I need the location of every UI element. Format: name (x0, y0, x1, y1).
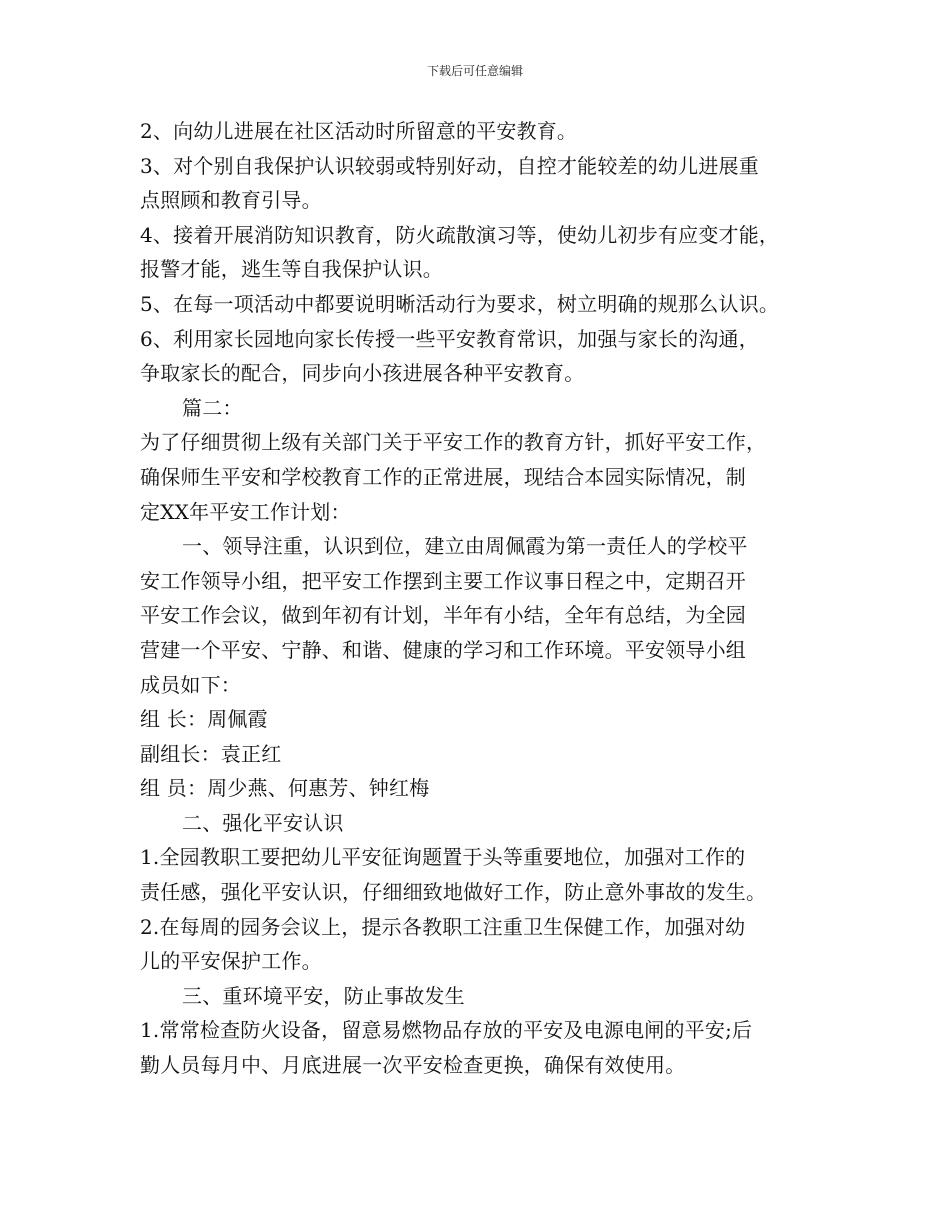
text-line: 点照顾和教育引导。 (140, 188, 322, 213)
text-line: 3、对个别自我保护认识较弱或特别好动，自控才能较差的幼儿进展重 (140, 153, 759, 178)
text-line: 一、领导注重，认识到位，建立由周佩霞为第一责任人的学校平 (182, 534, 748, 559)
text-line: 责任感，强化平安认识，仔细细致地做好工作，防止意外事故的发生。 (140, 880, 767, 905)
text-line: 成员如下： (140, 672, 241, 697)
section-heading: 二、强化平安认识 (182, 810, 344, 835)
member-line: 组 员：周少燕、何惠芳、钟红梅 (140, 776, 430, 801)
text-line: 勤人员每月中、月底进展一次平安检查更换，确保有效使用。 (140, 1053, 686, 1078)
text-line: 报警才能，逃生等自我保护认识。 (140, 257, 443, 282)
text-line: 定XX年平安工作计划： (140, 499, 351, 524)
section-heading: 三、重环境平安，防止事故发生 (182, 983, 465, 1008)
text-line: 营建一个平安、宁静、和谐、健康的学习和工作环境。平安领导小组 (140, 637, 746, 662)
text-line: 安工作领导小组，把平安工作摆到主要工作议事日程之中，定期召开 (140, 568, 746, 593)
text-line: 6、利用家长园地向家长传授一些平安教育常识，加强与家长的沟通， (140, 326, 759, 351)
text-line: 4、接着开展消防知识教育，防火疏散演习等，使幼儿初步有应变才能， (140, 222, 780, 247)
text-line: 平安工作会议，做到年初有计划，半年有小结，全年有总结，为全园 (140, 603, 746, 628)
document-body (140, 114, 830, 1083)
page-header: 下载后可任意编辑 (426, 64, 523, 78)
member-line: 副组长：袁正红 (140, 741, 282, 766)
text-line: 1.全园教职工要把幼儿平安征询题置于头等重要地位，加强对工作的 (140, 845, 746, 870)
text-line: 儿的平安保护工作。 (140, 949, 322, 974)
text-line: 5、在每一项活动中都要说明晰活动行为要求，树立明确的规那么认识。 (140, 291, 780, 316)
text-line: 1.常常检查防火设备，留意易燃物品存放的平安及电源电闸的平安;后 (140, 1018, 753, 1043)
text-line: 2.在每周的园务会议上，提示各教职工注重卫生保健工作，加强对幼 (140, 914, 746, 939)
section-heading: 篇二： (182, 395, 243, 420)
text-line: 为了仔细贯彻上级有关部门关于平安工作的教育方针，抓好平安工作， (140, 430, 767, 455)
member-line: 组 长：周佩霞 (140, 707, 268, 732)
text-line: 确保师生平安和学校教育工作的正常进展，现结合本园实际情况，制 (140, 464, 746, 489)
text-line: 争取家长的配合，同步向小孩进展各种平安教育。 (140, 361, 585, 386)
text-line: 2、向幼儿进展在社区活动时所留意的平安教育。 (140, 119, 578, 143)
